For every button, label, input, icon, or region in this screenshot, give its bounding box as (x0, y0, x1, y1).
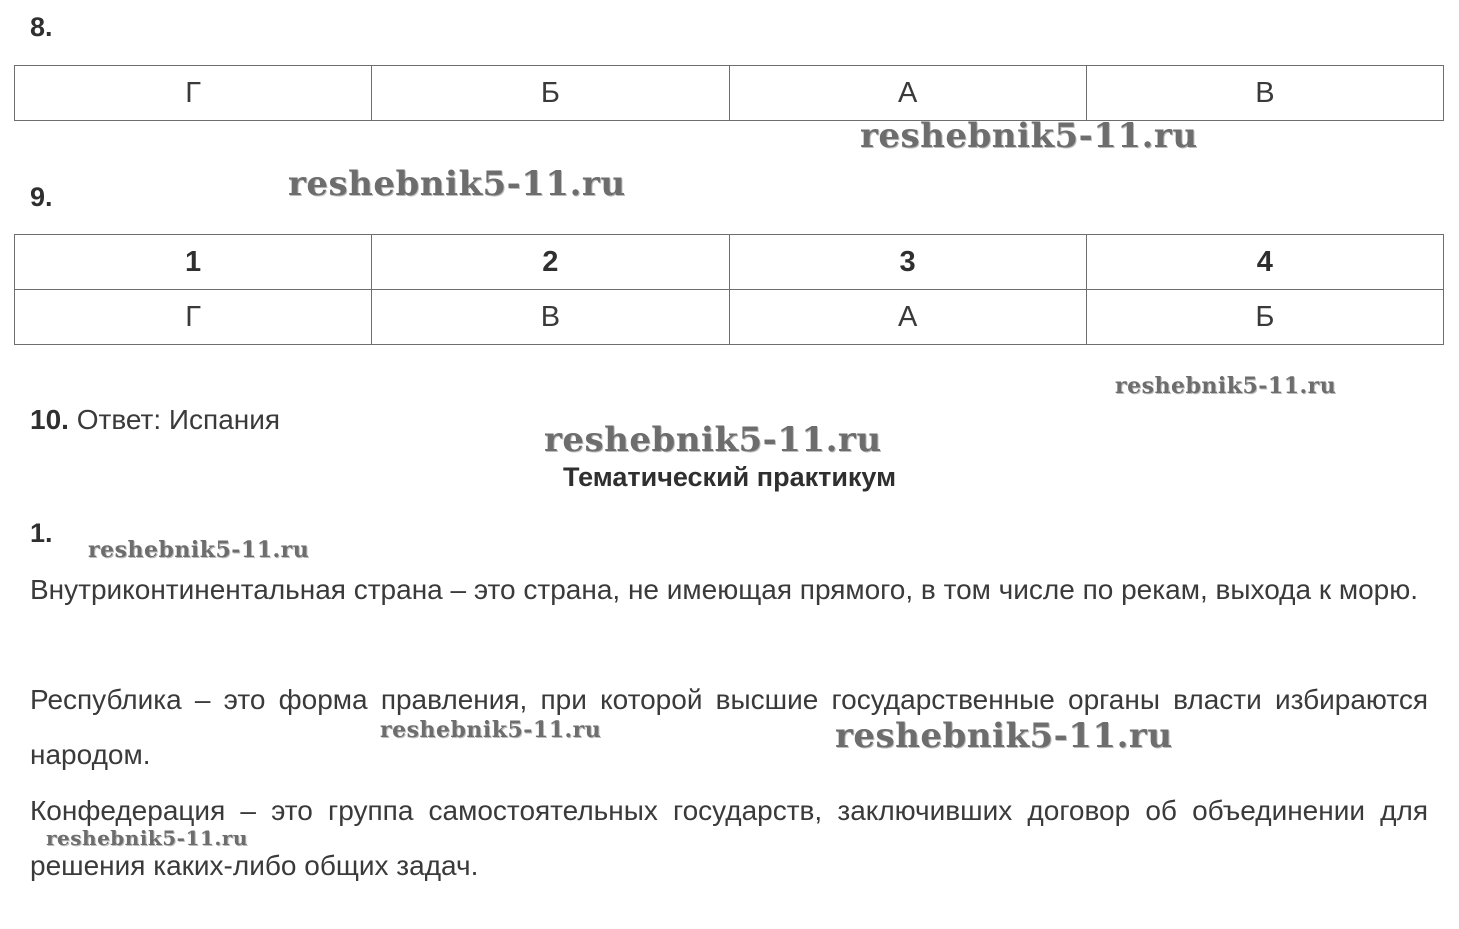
answer-table-9 (14, 234, 1444, 345)
watermark: reshebnik5-11.ru (46, 826, 248, 850)
definition-paragraph: Республика – это форма правления, при которой высшие государственные органы власти избираются народом. (30, 684, 1428, 770)
table-header-cell: 1 (15, 235, 372, 290)
question-number-8: 8. (30, 12, 53, 42)
table-row (15, 290, 1444, 345)
answer-10 (30, 404, 280, 436)
table-header-cell: 4 (1086, 235, 1443, 290)
task-number-1: 1. (30, 518, 53, 548)
table-cell: Г (15, 66, 372, 121)
table-cell: Б (1086, 290, 1443, 345)
table-cell: А (729, 66, 1086, 121)
table-header-cell: 2 (372, 235, 729, 290)
answer-text: Ответ: Испания (76, 404, 281, 435)
table-cell: В (1086, 66, 1443, 121)
watermark: reshebnik5-11.ru (835, 716, 1173, 756)
table-cell: Б (372, 66, 729, 121)
watermark: reshebnik5-11.ru (860, 116, 1198, 156)
watermark: reshebnik5-11.ru (1115, 373, 1337, 399)
table-cell: Г (15, 290, 372, 345)
table-row (15, 66, 1444, 121)
section-title: Тематический практикум (562, 462, 897, 492)
watermark: reshebnik5-11.ru (88, 537, 310, 563)
table-cell: В (372, 290, 729, 345)
question-number-9: 9. (30, 182, 53, 212)
definition-paragraph: Внутриконтинентальная страна – это страна, не имеющая прямого, в том числе по рекам, выхода к морю. (30, 574, 1419, 605)
table-header-cell: 3 (729, 235, 1086, 290)
question-number-10: 10. (30, 404, 69, 435)
watermark: reshebnik5-11.ru (544, 420, 882, 460)
definition-paragraph: Конфедерация – это группа самостоятельных государств, заключивших договор об объединении для решения каких-либо общих задач. (30, 795, 1428, 881)
table-cell: А (729, 290, 1086, 345)
watermark: reshebnik5-11.ru (288, 164, 626, 204)
table-header-row (15, 235, 1444, 290)
answer-table-8 (14, 65, 1444, 121)
watermark: reshebnik5-11.ru (380, 717, 602, 743)
